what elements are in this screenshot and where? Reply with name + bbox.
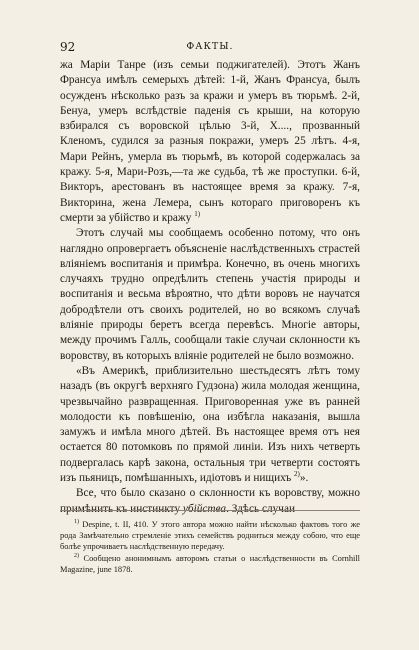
page-header xyxy=(60,40,360,54)
footnote-1-text: Despine, t. II, 410. У этого автора можно найти нѣсколько фактовъ того же рода Замѣчательно стремленіе этихъ семействъ родниться между собою, что еще болѣе упрочиваетъ наслѣдственную передачу. xyxy=(60,520,360,551)
main-text xyxy=(60,58,360,517)
footnote-2-text: Сообщено анонимнымъ авторомъ статьи о наслѣдственности въ Cornhill Magazine, june 1878. xyxy=(60,554,360,574)
paragraph-2: Этотъ случай мы сообщаемъ особенно потому, что онъ наглядно опровергаетъ объясненіе наслѣдственныхъ страстей вліяніемъ воспитанія и примѣра. Конечно, въ очень многихъ случаяхъ трудно опредѣлить степень участія природы и воспитанія и весьма вѣроятно, что дѣти воровъ не научатся добродѣтели отъ своихъ родителей, но во всякомъ случаѣ вліяніе природы беретъ всегда перевѣсъ. Многіе авторы, между прочимъ Галль, сообщали такіе случаи склонности къ воровству, въ которыхъ вліяніе родителей не было возможно. xyxy=(60,227,360,362)
paragraph-1-text: жа Маріи Танре (изъ семьи поджигателей). Этотъ Жанъ Франсуа имѣлъ семерыхъ дѣтей: 1-й, Жанъ Франсуа, былъ осужденъ нѣсколько разъ за кражи и умеръ въ тюрьмѣ. 2-й, Бенуа, умеръ вслѣдствіе паденія съ крыши, на которую взбирался съ воровской цѣлью 3-й, Х...., прозванный Кленомъ, судился за разныя покражи, умеръ 25 лѣтъ. 4-я, Мари Рейнъ, умерла въ тюрьмѣ, въ которой содержалась за кражу. 5-я, Мари-Розъ,—та же судьба, тѣ же проступки. 6-й, Викторъ, арестованъ въ настоящее время за кражу. 7-я, Викторина, жена Лемера, сынъ котораго приговоренъ къ смерти за убійство и кражу xyxy=(60,59,360,224)
page-number: 92 xyxy=(60,40,76,54)
footnotes xyxy=(60,519,360,576)
running-title: ФАКТЫ. xyxy=(186,41,234,52)
footnote-divider xyxy=(60,510,360,511)
paragraph-3-tail: ». xyxy=(299,472,309,485)
paragraph-4-tail: . Здѣсь случаи xyxy=(226,502,296,515)
footnote-mark-1: 1) xyxy=(74,519,79,526)
paragraph-4-text: Все, что было сказано о склонности къ воровству, можно примѣнить къ инстинкту xyxy=(60,487,360,515)
paragraph-3-text: «Въ Америкѣ, приблизительно шестьдесятъ лѣтъ тому назадъ (въ округѣ верхняго Гудзона) жила молодая женщина, чрезвычайно развращенная. Приговоренная уже въ ранней молодости къ повѣшенію, она избѣгла наказанія, вышла замужъ и имѣла много дѣтей. Въ настоящее время отъ нея остается 80 потомковъ по прямой линіи. Изъ нихъ четверть подвергалась карѣ закона, остальныя три четверти состоятъ изъ пьяницъ, помѣшанныхъ, идіотовъ и нищихъ xyxy=(60,364,360,485)
footnote-1 xyxy=(60,519,360,552)
footnote-ref-1: 1) xyxy=(194,210,201,219)
paragraph-4 xyxy=(60,486,360,517)
paragraph-1 xyxy=(60,58,360,226)
footnote-mark-2: 2) xyxy=(74,553,79,560)
emphasis-word: убійства xyxy=(182,502,227,515)
footnote-ref-2: 2) xyxy=(294,470,300,479)
paragraph-3 xyxy=(60,364,360,486)
footnote-2 xyxy=(60,553,360,575)
